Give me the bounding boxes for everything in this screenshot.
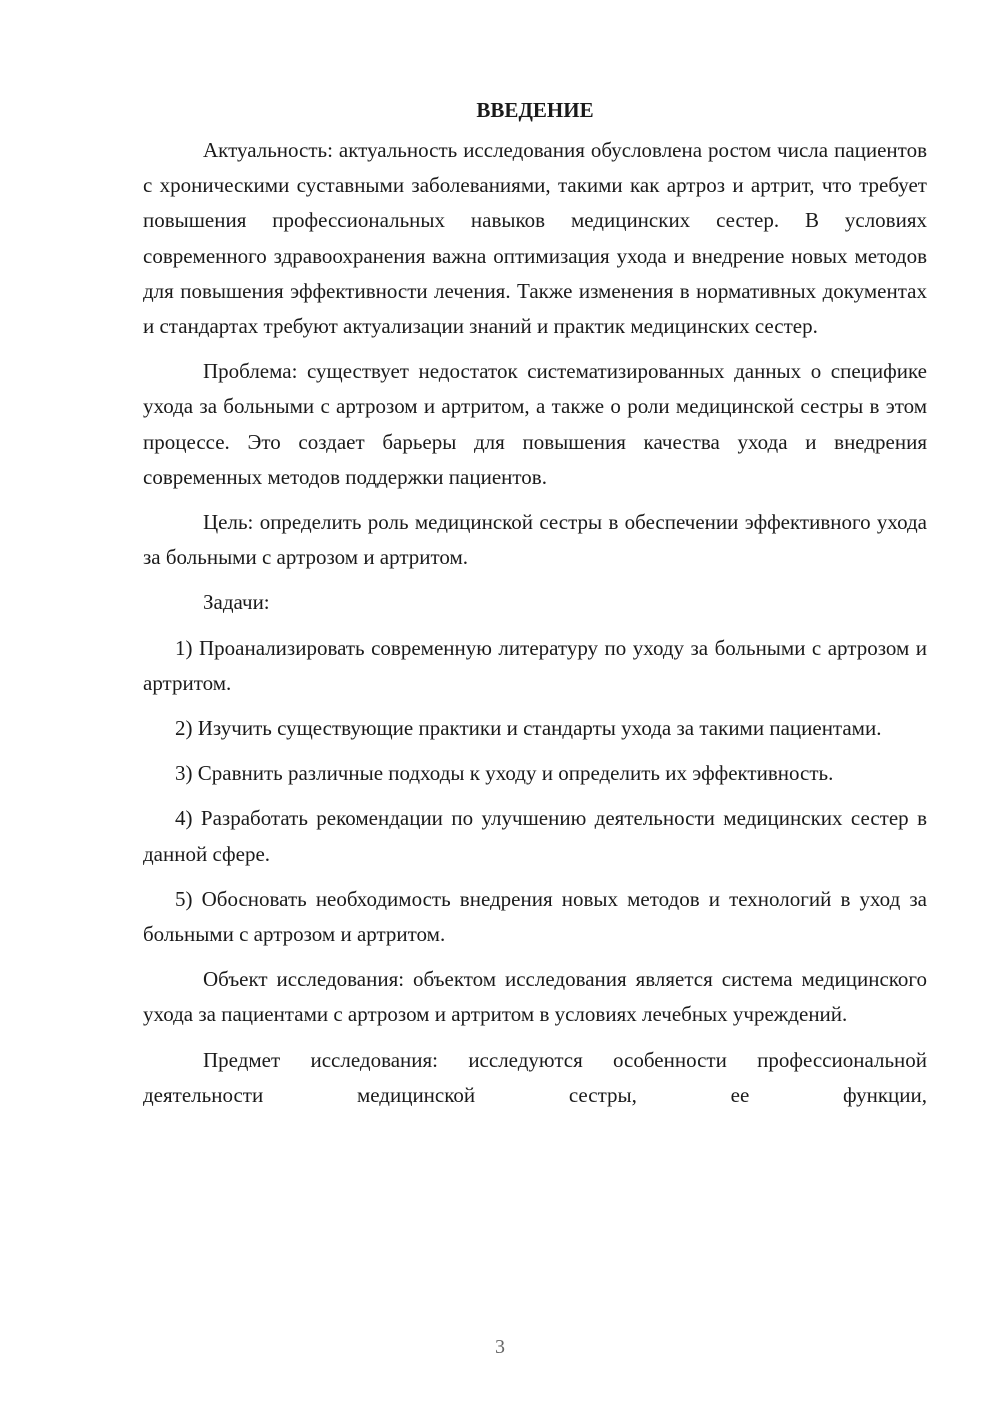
task-item-4: 4) Разработать рекомендации по улучшению деятельности медицинских сестер в данной сфере. [143,806,927,866]
page-number: 3 [495,1336,505,1358]
task-item-1: 1) Проанализировать современную литературу по уходу за больными с артрозом и артритом. [143,635,927,695]
paragraph-goal: Цель: определить роль медицинской сестры в обеспечении эффективного ухода за больными с артрозом и артритом. [143,510,927,570]
tasks-label: Задачи: [203,590,270,615]
paragraph-subject: Предмет исследования: исследуются особенности профессиональной деятельности медицинской сестры, ее функции, [143,1047,927,1107]
task-item-3: 3) Сравнить различные подходы к уходу и определить их эффективность. [175,761,834,786]
task-item-2: 2) Изучить существующие практики и стандарты ухода за такими пациентами. [175,716,882,741]
section-heading: ВВЕДЕНИЕ [476,98,594,122]
task-item-5: 5) Обосновать необходимость внедрения новых методов и технологий в уход за больными с артрозом и артритом. [143,886,927,947]
page-content [143,95,927,1113]
paragraph-object: Объект исследования: объектом исследования является система медицинского ухода за пациентами с артрозом и артритом в условиях лечебных учреждений. [143,967,927,1027]
paragraph-relevance: Актуальность: актуальность исследования обусловлена ростом числа пациентов с хроническими суставными заболеваниями, такими как артроз и артрит, что требует повышения профессиональных навыков медицинских сестер. В условиях современного здравоохранения важна оптимизация ухода и внедрение новых методов для повышения эффективности лечения. Также изменения в нормативных документах и стандартах требуют актуализации знаний и практик медицинских сестер. [143,138,927,339]
paragraph-problem: Проблема: существует недостаток систематизированных данных о специфике ухода за больными с артрозом и артритом, а также о роли медицинской сестры в этом процессе. Это создает барьеры для повышения качества ухода и внедрения современных методов поддержки пациентов. [143,359,927,489]
